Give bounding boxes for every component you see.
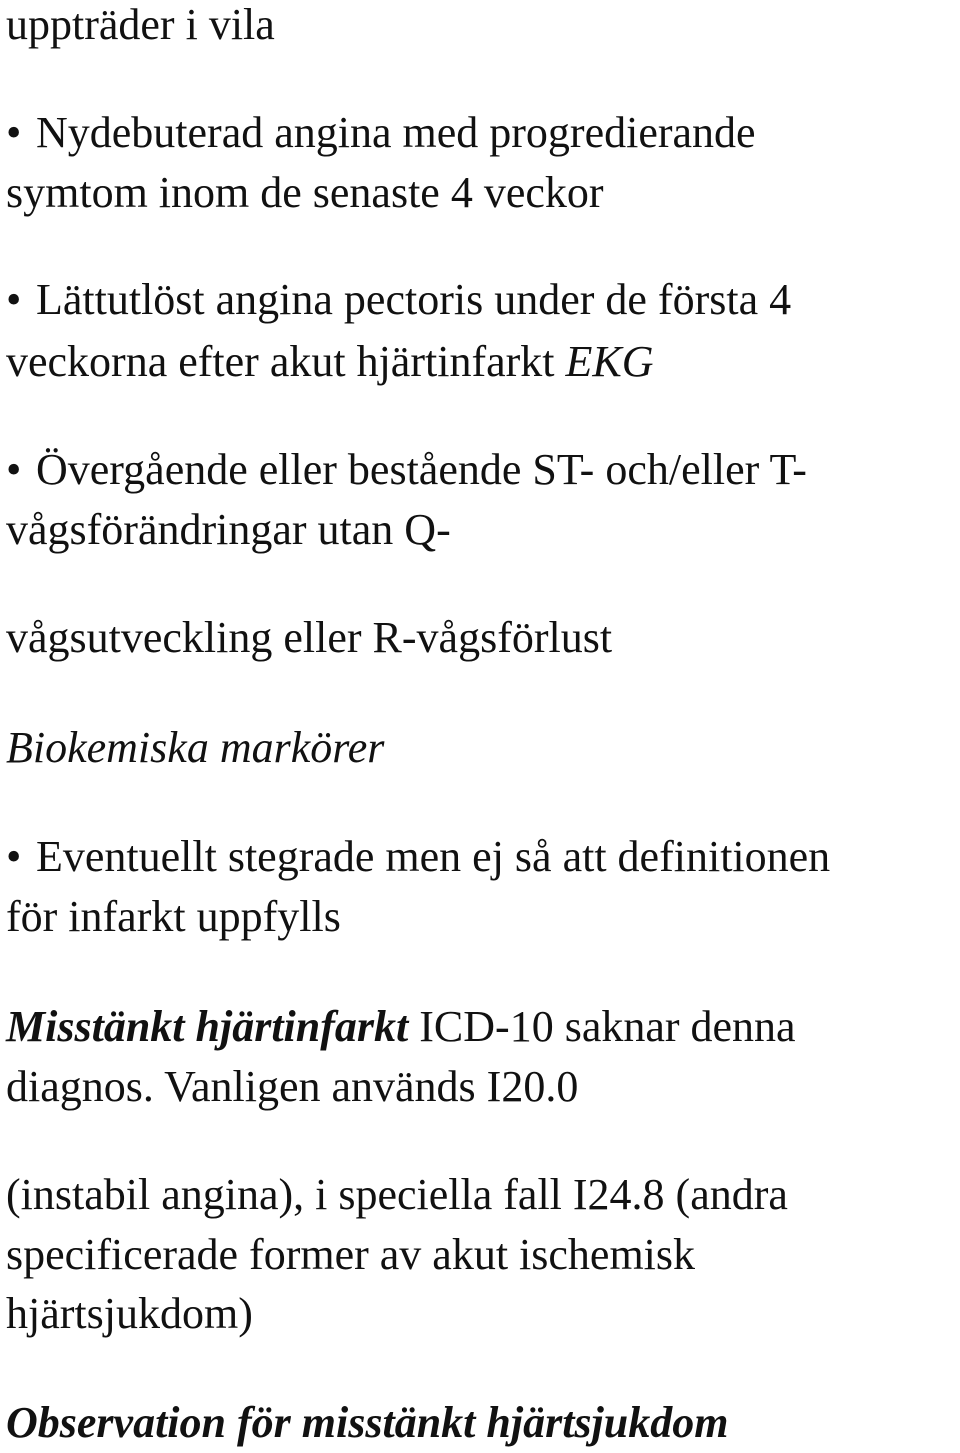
bullet-text: Övergående eller bestående ST- och/eller T-: [36, 445, 807, 494]
text-line: (instabil angina), i speciella fall I24.8 (andra: [6, 1170, 788, 1219]
text-line: specificerade former av akut ischemisk: [6, 1230, 696, 1279]
text-line: hjärtsjukdom): [6, 1289, 253, 1338]
bullet-text: Lättutlöst angina pectoris under de första 4: [36, 275, 792, 324]
bullet-icon: •: [6, 832, 22, 881]
observation-heading: Observation för misstänkt hjärtsjukdom: [6, 1398, 729, 1447]
ekg-heading: EKG: [565, 337, 654, 386]
bullet-icon: •: [6, 108, 22, 157]
text-run: ICD-10 saknar denna: [408, 1002, 796, 1051]
text-line: vågsutveckling eller R-vågsförlust: [6, 613, 613, 662]
misstankt-heading: Misstänkt hjärtinfarkt: [6, 1002, 409, 1051]
text-line: symtom inom de senaste 4 veckor: [6, 168, 604, 217]
bullet-icon: •: [6, 275, 22, 324]
bullet-text: Eventuellt stegrade men ej så att definitionen: [36, 832, 831, 881]
text-line: uppträder i vila: [6, 0, 275, 49]
bullet-item: [6, 440, 807, 500]
bullet-item: [6, 270, 791, 330]
bullet-text: Nydebuterad angina med progredierande: [36, 108, 756, 157]
text-line: för infarkt uppfylls: [6, 892, 341, 941]
bullet-icon: •: [6, 445, 22, 494]
text-line: [6, 997, 796, 1057]
text-line: [6, 332, 654, 392]
text-run: veckorna efter akut hjärtinfarkt: [6, 337, 566, 386]
biokemiska-heading: Biokemiska markörer: [6, 723, 385, 772]
text-line: vågsförändringar utan Q-: [6, 505, 451, 554]
bullet-item: [6, 827, 830, 887]
text-line: diagnos. Vanligen används I20.0: [6, 1062, 579, 1111]
bullet-item: [6, 103, 756, 163]
